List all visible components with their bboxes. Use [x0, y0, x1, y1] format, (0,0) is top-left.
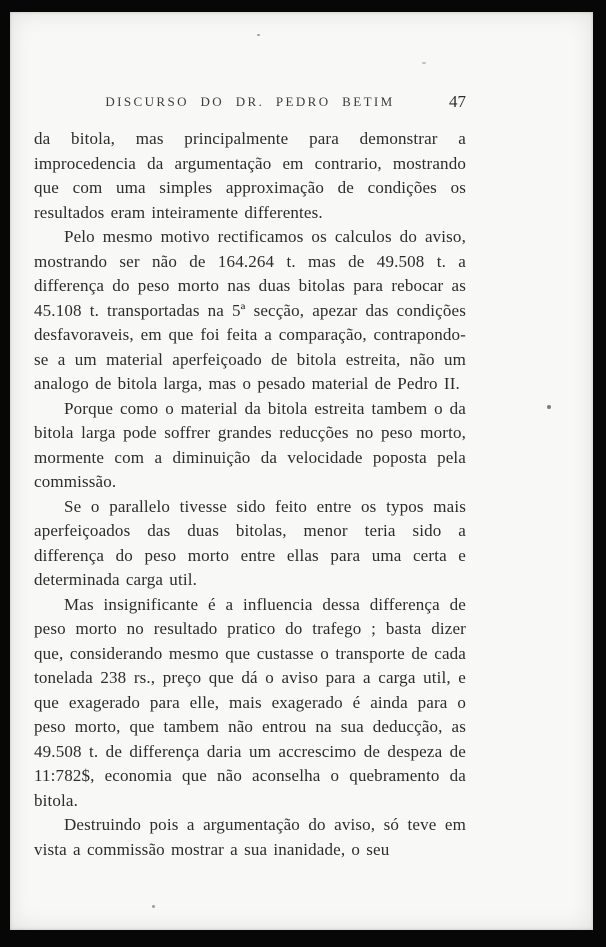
scan-speck: [152, 905, 155, 908]
scan-speck: [422, 62, 426, 64]
scan-speck: [257, 34, 260, 36]
paragraph: Pelo mesmo motivo rectificamos os calculos do aviso, mostrando ser não de 164.264 t. mas de 49.508 t. a differença do peso morto nas duas bitolas para rebocar as 45.108 t. transportadas na 5ª secção, apezar das condições desfavoraveis, em que foi feita a comparação, contrapondo-se a um material aperfeiçoado de bitola estreita, não um analogo de bitola larga, mas o pesado material de Pedro II.: [34, 227, 466, 393]
book-page: [10, 12, 593, 930]
scan-speck: [547, 405, 551, 409]
paragraph: Se o parallelo tivesse sido feito entre os typos mais aperfeiçoados das duas bitolas, menor teria sido a differença do peso morto entre ellas para uma certa e determinada carga util.: [34, 496, 466, 589]
running-title: DISCURSO DO DR. PEDRO BETIM: [105, 94, 395, 109]
paragraph-continuation: da bitola, mas principalmente para demonstrar a improcedencia da argumentação em contrario, mostrando que com uma simples approximação de condições os resultados eram inteiramente differentes.: [34, 129, 466, 222]
page-header: [34, 92, 466, 114]
paragraph: Mas insignificante é a influencia dessa differença de peso morto no resultado pratico do trafego ; basta dizer que, considerando mesmo que custasse o transporte de cada tonelada 238 rs., preço que dá o aviso para a carga util, e que exagerado para elle, mais exagerado é ainda para o peso morto, que tambem não entrou na sua deducção, as 49.508 t. de differença daria um accrescimo de despeza de 11:782$, economia que não aconselha o quebramento da bitola.: [34, 594, 466, 810]
paragraph: Destruindo pois a argumentação do aviso, só teve em vista a commissão mostrar a sua inanidade, o seu: [34, 815, 466, 859]
page-number: 47: [449, 92, 466, 111]
paragraph: Porque como o material da bitola estreita tambem o da bitola larga pode soffrer grandes reducções no peso morto, mormente com a diminuição da velocidade poposta pela commissão.: [34, 398, 466, 491]
text-column: [34, 127, 466, 862]
